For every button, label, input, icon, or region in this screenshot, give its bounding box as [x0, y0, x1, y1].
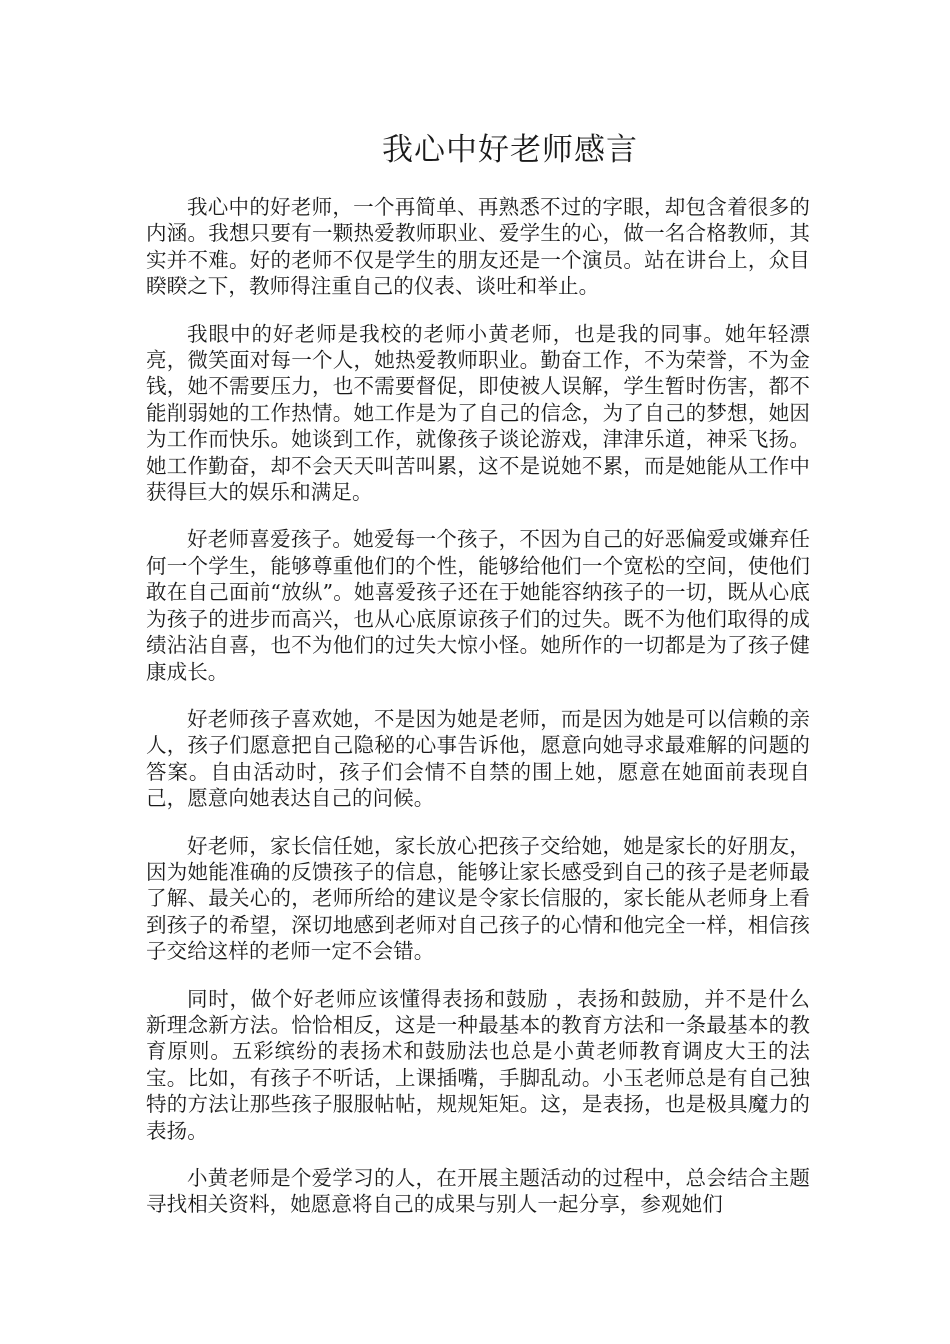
document-title: 我心中好老师感言: [382, 132, 638, 168]
paragraph-6: 同时，做个好老师应该懂得表扬和鼓励 ，表扬和鼓励，并不是什么新理念新方法。恰恰相反，这是一种最基本的教育方法和一条最基本的教育原则。五彩缤纷的表扬术和鼓励法也总是小黄老师教育调皮大王的法宝。比如，有孩子不听话，上课插嘴，手脚乱动。小玉老师总是有自己独特的方法让那些孩子服服帖帖，规规矩矩。这，是表扬，也是极具魔力的表扬。: [146, 986, 810, 1143]
paragraph-7: 小黄老师是个爱学习的人，在开展主题活动的过程中，总会结合主题寻找相关资料，她愿意将自己的成果与别人一起分享，参观她们: [146, 1166, 810, 1217]
paragraph-2: 我眼中的好老师是我校的老师小黄老师，也是我的同事。她年轻漂亮，微笑面对每一个人，她热爱教师职业。勤奋工作，不为荣誉，不为金钱，她不需要压力，也不需要督促，即使被人误解，学生暂时伤害，都不能削弱她的工作热情。她工作是为了自己的信念，为了自己的梦想，她因为工作而快乐。她谈到工作，就像孩子谈论游戏，津津乐道，神采飞扬。她工作勤奋，却不会天天叫苦叫累，这不是说她不累，而是她能从工作中获得巨大的娱乐和满足。: [146, 321, 810, 505]
paragraph-1: 我心中的好老师，一个再简单、再熟悉不过的字眼，却包含着很多的内涵。我想只要有一颗热爱教师职业、爱学生的心，做一名合格教师，其实并不难。好的老师不仅是学生的朋友还是一个演员。站在讲台上，众目睽睽之下，教师得注重自己的仪表、谈吐和举止。: [146, 195, 810, 299]
document-body: [146, 194, 810, 1239]
paragraph-5: 好老师，家长信任她，家长放心把孩子交给她，她是家长的好朋友，因为她能准确的反馈孩子的信息，能够让家长感受到自己的孩子是老师最了解、最关心的，老师所给的建议是令家长信服的，家长能从老师身上看到孩子的希望，深切地感到老师对自己孩子的心情和他完全一样，相信孩子交给这样的老师一定不会错。: [146, 833, 810, 964]
paragraph-4: 好老师孩子喜欢她，不是因为她是老师，而是因为她是可以信赖的亲人，孩子们愿意把自己隐秘的心事告诉他，愿意向她寻求最难解的问题的答案。自由活动时，孩子们会情不自禁的围上她，愿意在她面前表现自己，愿意向她表达自己的问候。: [146, 706, 810, 811]
paragraph-3: 好老师喜爱孩子。她爱每一个孩子，不因为自己的好恶偏爱或嫌弃任何一个学生，能够尊重他们的个性，能够给他们一个宽松的空间，使他们敢在自己面前“放纵”。她喜爱孩子还在于她能容纳孩子的一切，既从心底为孩子的进步而高兴，也从心底原谅孩子们的过失。既不为他们取得的成绩沾沾自喜，也不为他们的过失大惊小怪。她所作的一切都是为了孩子健康成长。: [146, 527, 810, 684]
